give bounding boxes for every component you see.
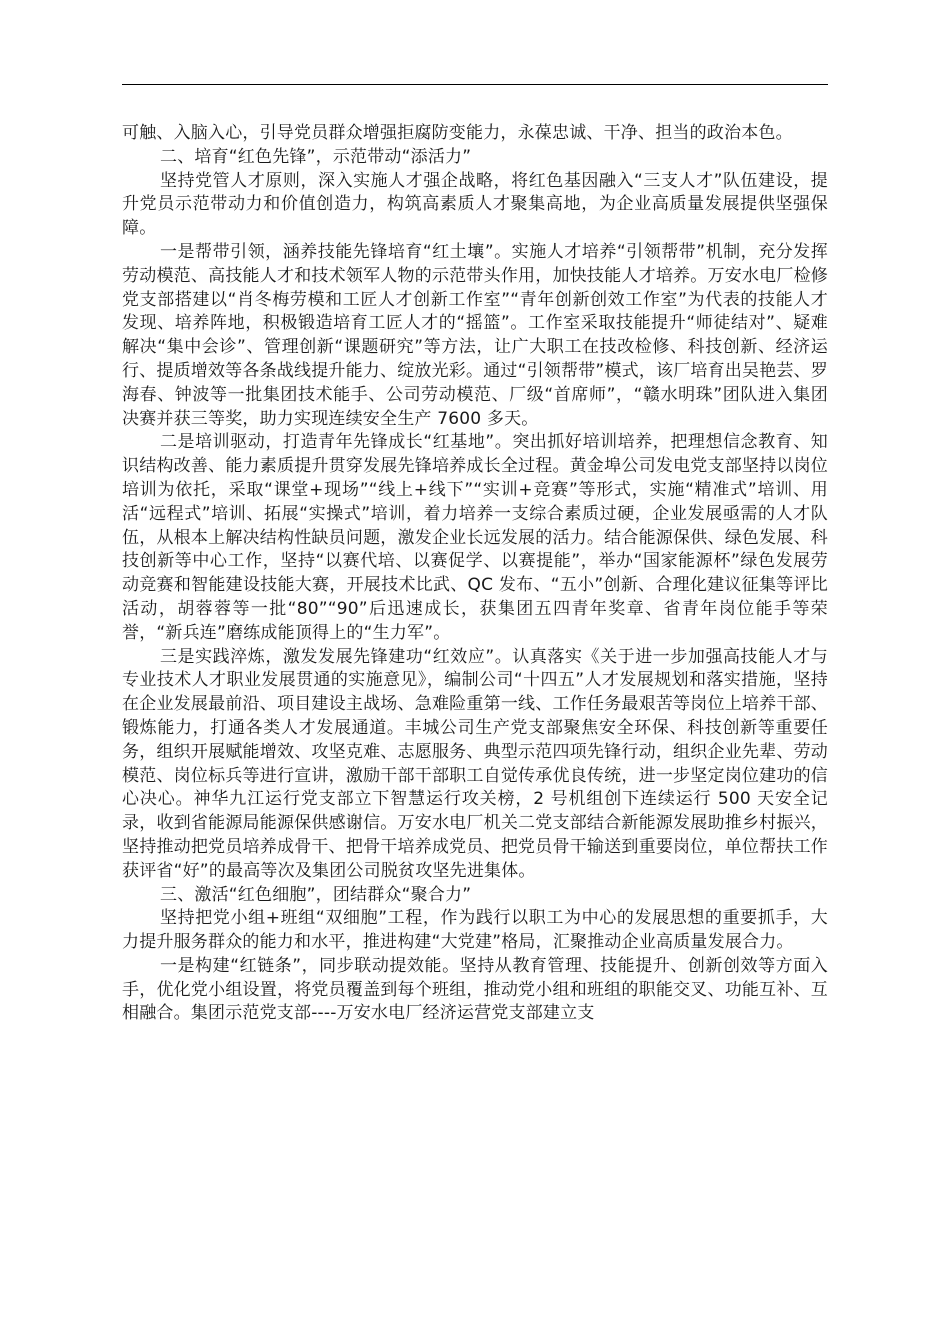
section-heading-3: 三、激活“红色细胞”，团结群众“聚合力” [160, 884, 472, 905]
document-body [122, 122, 828, 1026]
paragraph-continuation: 可触、入脑入心，引导党员群众增强拒腐防变能力，永葆忠诚、干净、担当的政治本色。 [122, 123, 793, 143]
paragraph-item-2: 二是培训驱动，打造青年先锋成长“红基地”。突出抓好培训培养，把理想信念教育、知识结构改善、能力素质提升贯穿发展先锋培养成长全过程。黄金埠公司发电党支部坚持以岗位培训为依托，采取“课堂+现场”“线上+线下”“实训+竞赛”等形式，实施“精准式”培训、用活“远程式”培训、拓展“实操式”培训，着力培养一支综合素质过硬，企业发展亟需的人才队伍，从根本上解决结构性缺员问题，激发企业长远发展的活力。结合能源保供、绿色发展、科技创新等中心工作，坚持“以赛代培、以赛促学、以赛提能”，举办“国家能源杯”绿色发展劳动竞赛和智能建设技能大赛，开展技术比武、QC 发布、“五小”创新、合理化建议征集等评比活动，胡蓉蓉等一批“80”“90”后迅速成长，获集团五四青年奖章、省青年岗位能手等荣誉，“新兵连”磨练成能顶得上的“生力军”。 [122, 432, 828, 643]
paragraph-item-3: 三是实践淬炼，激发发展先锋建功“红效应”。认真落实《关于进一步加强高技能人才与专业技术人才职业发展贯通的实施意见》，编制公司“十四五”人才发展规划和落实措施，坚持在企业发展最前沿、项目建设主战场、急难险重第一线、工作任务最艰苦等岗位上培养干部、锻炼能力，打通各类人才发展通道。丰城公司生产党支部聚焦安全环保、科技创新等重要任务，组织开展赋能增效、攻坚克难、志愿服务、典型示范四项先锋行动，组织企业先辈、劳动模范、岗位标兵等进行宣讲，激励干部干部职工自觉传承优良传统，进一步坚定岗位建功的信心决心。神华九江运行党支部立下智慧运行攻关榜，2 号机组创下连续运行 500 天安全记录，收到省能源局能源保供感谢信。万安水电厂机关二党支部结合新能源发展助推乡村振兴，坚持推动把党员培养成骨干、把骨干培养成党员、把党员骨干输送到重要岗位，单位帮扶工作获评省“好”的最高等次及集团公司脱贫攻坚先进集体。 [122, 646, 828, 881]
header-rule [122, 84, 828, 85]
section-heading-2: 二、培育“红色先锋”，示范带动“添活力” [160, 146, 472, 167]
paragraph-item-3-1: 一是构建“红链条”，同步联动提效能。坚持从教育管理、技能提升、创新创效等方面入手，优化党小组设置，将党员覆盖到每个班组，推动党小组和班组的职能交叉、功能互补、互相融合。集团示范党支部----万安水电厂经济运营党支部建立支 [122, 955, 828, 1024]
paragraph-intro-3: 坚持把党小组+班组“双细胞”工程，作为践行以职工为中心的发展思想的重要抓手，大力提升服务群众的能力和水平，推进构建“大党建”格局，汇聚推动企业高质量发展合力。 [122, 908, 828, 953]
paragraph-item-1: 一是帮带引领，涵养技能先锋培育“红土壤”。实施人才培养“引领帮带”机制，充分发挥劳动模范、高技能人才和技术领军人物的示范带头作用，加快技能人才培养。万安水电厂检修党支部搭建以“肖冬梅劳模和工匠人才创新工作室”“青年创新创效工作室”为代表的技能人才发现、培养阵地，积极锻造培育工匠人才的“摇篮”。工作室采取技能提升“师徒结对”、疑难解决“集中会诊”、管理创新“课题研究”等方法，让广大职工在技改检修、科技创新、经济运行、提质增效等各条战线提升能力、绽放光彩。通过“引领帮带”模式，该厂培育出吴艳芸、罗海春、钟波等一批集团技术能手、公司劳动模范、厂级“首席师”，“赣水明珠”团队进入集团决赛并获三等奖，助力实现连续安全生产 7600 多天。 [122, 241, 829, 429]
paragraph-intro-2: 坚持党管人才原则，深入实施人才强企战略，将红色基因融入“三支人才”队伍建设，提升党员示范带动力和价值创造力，构筑高素质人才聚集高地，为企业高质量发展提供坚强保障。 [122, 170, 828, 239]
